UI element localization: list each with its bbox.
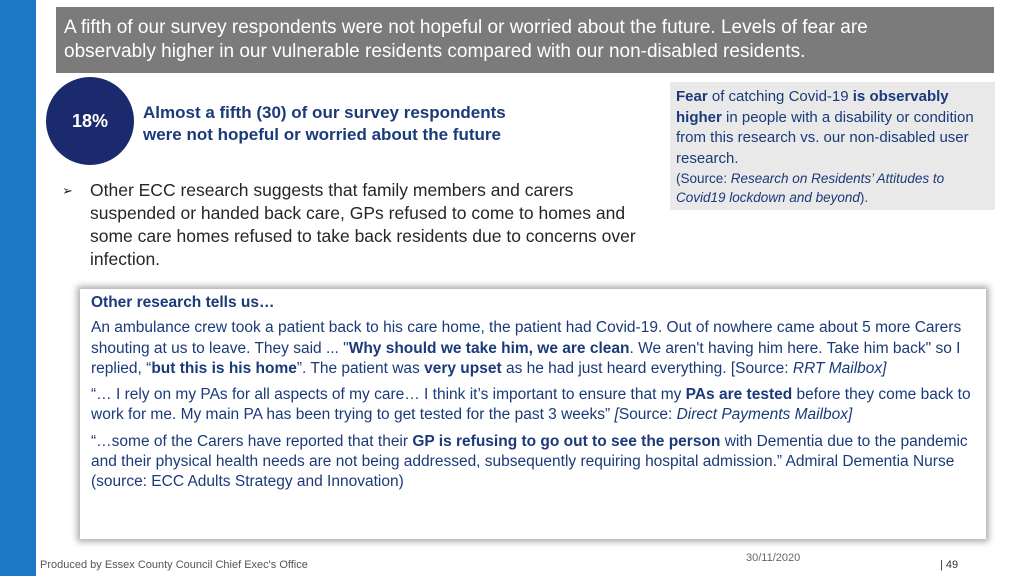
q2-bold-b: PAs are tested [685, 386, 793, 404]
bullet-text: Other ECC research suggests that family members and carers suspended or handed back care, GPs refused to come to homes and some care homes refused to take back residents due to concerns over infection. [90, 180, 636, 269]
q1-text-c: . We aren't having him here. Take him back" so I replied, “ [91, 339, 961, 377]
research-quote-ambulance [91, 318, 978, 379]
stat-highlight-text [143, 102, 583, 146]
footer-date: 30/11/2020 [746, 552, 801, 564]
source-close: ). [859, 190, 869, 205]
bullet-point [62, 179, 652, 271]
q3-text-c: with Dementia due to the pandemic and their physical health needs are not being addressed, subsequently requiring hospital admission.” Admiral Dementia Nurse (source: ECC Adults Strategy and Innovation) [91, 432, 968, 491]
left-accent-bar [0, 0, 36, 576]
fear-callout-box [670, 82, 995, 210]
research-quote-gp [91, 432, 978, 493]
q1-bold-d: but this is his home [151, 359, 297, 377]
header-line-2: observably higher in our vulnerable residents compared with our non-disabled residents. [64, 41, 806, 62]
stat-value: 18% [71, 110, 109, 131]
q2-text-a: “… I rely on my PAs for all aspects of my care… I think it’s important to ensure that my [91, 386, 686, 404]
q1-text-a: An ambulance crew took a patient back to his care home, the patient had Covid-19. Out of nowhere came about 5 more Carers shouting at us to leave. They said ... " [91, 319, 962, 357]
q1-source: RRT Mailbox] [792, 359, 887, 377]
stat-circle [46, 77, 134, 165]
q2-source: Direct Payments Mailbox] [676, 406, 853, 424]
q1-bold-b: Why should we take him, we are clean [348, 339, 630, 357]
fear-callout-text [676, 87, 989, 169]
research-title: Other research tells us… [91, 294, 275, 311]
q1-text-e: ”. The patient was [296, 359, 425, 377]
fear-word: Fear [676, 88, 708, 105]
arrow-bullet-icon: ➢ [62, 183, 73, 198]
source-title: Research on Residents’ Attitudes to Covid19 lockdown and beyond [676, 171, 945, 205]
fear-emphasis: is observably higher [676, 88, 949, 126]
slide-header [56, 7, 994, 73]
footer-producer: Produced by Essex County Council Chief Exec's Office [40, 559, 308, 571]
q1-text-g: as he had just heard everything. [Source: [501, 359, 793, 377]
fear-text-2: in people with a disability or condition from this research vs. our non-disabled user research. [676, 108, 974, 167]
header-line-1: A fifth of our survey respondents were not hopeful or worried about the future. Levels of fear are [64, 17, 868, 38]
fear-text-1: of catching Covid-19 [707, 88, 853, 105]
stat-text-line-2: were not hopeful or worried about the future [143, 125, 501, 144]
source-label: (Source: [676, 171, 731, 186]
q2-bracket: [ [614, 406, 619, 424]
research-quote-pas [91, 385, 978, 426]
footer-page-number: | 49 [940, 559, 959, 571]
fear-callout-source [676, 169, 989, 207]
q3-text-a: “…some of the Carers have reported that their [91, 432, 413, 450]
q3-bold-b: GP is refusing to go out to see the person [412, 432, 721, 450]
research-quotes-box [80, 289, 986, 539]
q2-source-label: Source: [618, 406, 677, 424]
q2-text-c: before they come back to work for me. My main PA has been trying to get tested for the past 3 weeks” [91, 386, 971, 424]
q1-bold-f: very upset [424, 359, 502, 377]
stat-text-line-1: Almost a fifth (30) of our survey respondents [143, 103, 506, 122]
